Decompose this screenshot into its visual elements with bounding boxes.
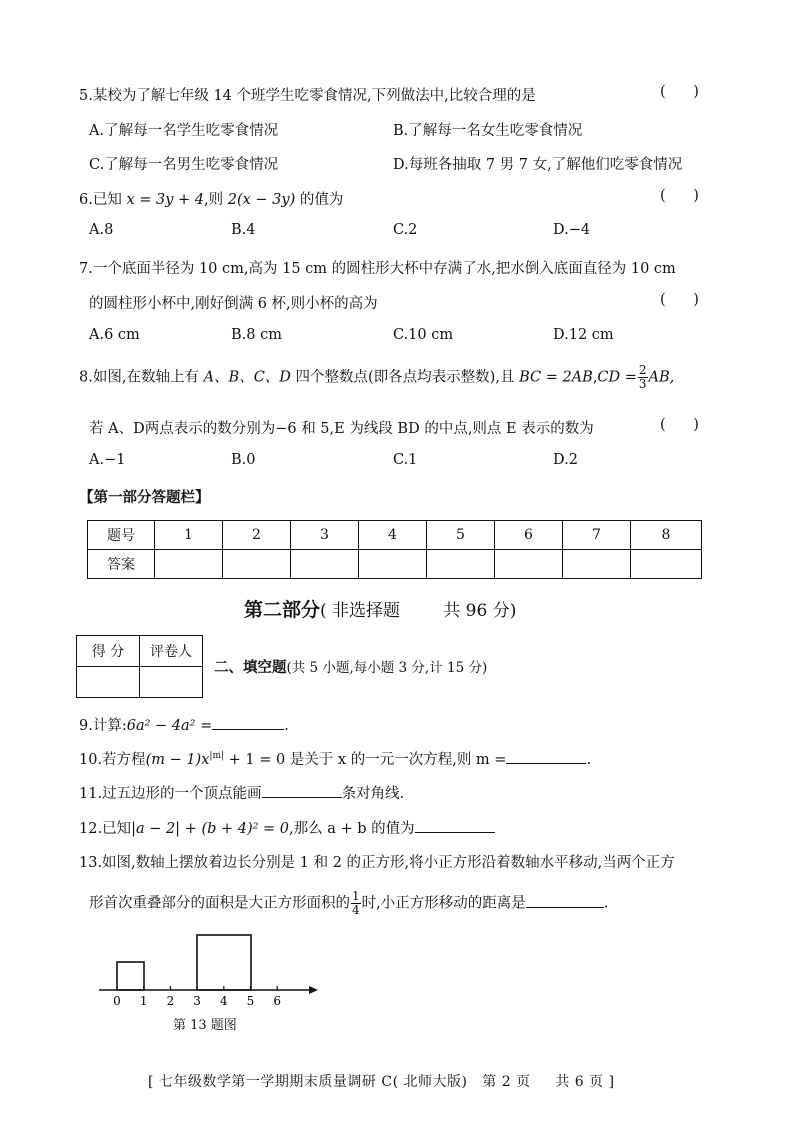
q9-pre: 9.计算:: [79, 718, 127, 734]
tick-label-4: 4: [219, 994, 228, 1008]
q8-stem-line1: [79, 364, 674, 391]
small-square: [117, 962, 144, 990]
answer-cell-4[interactable]: [359, 550, 427, 579]
answer-table-number-row: [88, 521, 702, 550]
q13-frac-den: 4: [352, 903, 360, 917]
answer-table-num-7: 7: [563, 521, 631, 550]
q8-text-b: 四个整数点(即各点均表示整数),且: [290, 369, 520, 386]
q13-line2-a: 形首次重叠部分的面积是大正方形面积的: [89, 895, 350, 912]
q6-expr2: 2(x − 3y): [227, 192, 296, 208]
tick-label-2: 2: [166, 994, 175, 1008]
answer-table-head-answer: 答案: [88, 550, 155, 579]
answer-cell-2[interactable]: [223, 550, 291, 579]
q8-points: A、B、C、D: [203, 369, 291, 386]
q5-option-a: A.了解每一名学生吃零食情况: [89, 123, 279, 139]
grader-label: 评卷人: [140, 636, 203, 667]
tick-label-6: 6: [273, 994, 282, 1008]
tick-label-0: 0: [113, 994, 121, 1008]
q10-post: .: [586, 752, 592, 768]
q7-option-a: A.6 cm: [89, 327, 140, 343]
q13-line2-c: .: [603, 895, 609, 912]
q6-stem-mid: ,则: [204, 192, 228, 208]
q5-option-c: C.了解每一名男生吃零食情况: [89, 157, 279, 173]
q6-option-d: D.−4: [553, 222, 591, 238]
q6-stem-post: 的值为: [295, 192, 344, 208]
section2-heading: [214, 656, 487, 677]
q8-fraction: [638, 364, 648, 391]
q7-stem-line2: 的圆柱形小杯中,刚好倒满 6 杯,则小杯的高为: [89, 296, 378, 312]
q6-answer-paren: ( ): [660, 188, 699, 204]
answer-cell-8[interactable]: [631, 550, 702, 579]
q10-expr: (m − 1)x: [145, 752, 210, 768]
answer-cell-1[interactable]: [155, 550, 223, 579]
q6-stem: [79, 188, 343, 209]
number-line-arrow: [309, 986, 318, 994]
q8-eq2: CD =: [597, 369, 637, 386]
answer-table-num-5: 5: [427, 521, 495, 550]
q8-frac-den: 3: [638, 377, 647, 391]
tick-label-3: 3: [193, 994, 201, 1008]
q8-stem-line2: 若 A、D两点表示的数分别为−6 和 5,E 为线段 BD 的中点,则点 E 表示的数为: [89, 421, 594, 437]
q6-option-b: B.4: [231, 222, 256, 238]
q8-text-c: ,: [592, 369, 598, 386]
section2-head: 二、填空题: [214, 659, 287, 676]
q11: [79, 782, 404, 803]
answer-table-head-number: 题号: [88, 521, 155, 550]
q13-number-line-figure: [94, 930, 324, 1010]
q10-blank[interactable]: [506, 749, 586, 765]
q7-answer-paren: ( ): [660, 292, 699, 308]
answer-cell-5[interactable]: [427, 550, 495, 579]
q13-line1: 13.如图,数轴上摆放着边长分别是 1 和 2 的正方形,将小正方形沿着数轴水平移动,当两个正方: [79, 855, 675, 871]
q11-blank[interactable]: [262, 783, 342, 799]
q5-stem: 5.某校为了解七年级 14 个班学生吃零食情况,下列做法中,比较合理的是: [79, 88, 536, 104]
q12-blank[interactable]: [415, 818, 495, 834]
q12-pre: 12.已知: [79, 821, 132, 837]
score-label: 得 分: [77, 636, 140, 667]
q11-post: 条对角线.: [341, 786, 405, 802]
q5-answer-paren: ( ): [660, 84, 699, 100]
q5-option-d: D.每班各抽取 7 男 7 女,了解他们吃零食情况: [393, 157, 683, 173]
q8-option-a: A.−1: [89, 452, 126, 468]
q8-option-b: B.0: [231, 452, 256, 468]
q6-stem-pre: 6.已知: [79, 192, 127, 208]
answer-cell-7[interactable]: [563, 550, 631, 579]
q6-option-a: A.8: [89, 222, 114, 238]
q12-mid: ,那么 a + b 的值为: [289, 821, 415, 837]
q8-option-c: C.1: [393, 452, 418, 468]
q12: [79, 817, 495, 838]
q10-pre: 10.若方程: [79, 752, 146, 768]
part2-subtitle: ( 非选择题 共 96 分): [320, 601, 517, 621]
q7-option-c: C.10 cm: [393, 327, 454, 343]
q12-expr: |a − 2| + (b + 4)² = 0: [131, 821, 290, 837]
q8-text-a: 8.如图,在数轴上有: [79, 369, 204, 386]
q8-answer-paren: ( ): [660, 417, 699, 433]
answer-table-num-4: 4: [359, 521, 427, 550]
answer-table-num-2: 2: [223, 521, 291, 550]
q11-pre: 11.过五边形的一个顶点能画: [79, 786, 262, 802]
q7-option-b: B.8 cm: [231, 327, 282, 343]
q6-option-c: C.2: [393, 222, 418, 238]
q6-expr1: x = 3y + 4: [126, 192, 205, 208]
answer-table-num-6: 6: [495, 521, 563, 550]
q13-fraction: [351, 890, 361, 917]
part2-title: 第二部分: [244, 599, 321, 621]
page-footer: [ 七年级数学第一学期期末质量调研 C( 北师大版) 第 2 页 共 6 页 ]: [148, 1074, 615, 1090]
q7-option-d: D.12 cm: [553, 327, 614, 343]
q8-eq1: BC = 2AB: [519, 369, 593, 386]
q13-frac-num: 1: [352, 889, 360, 903]
tick-label-5: 5: [246, 994, 255, 1008]
q8-frac-num: 2: [638, 363, 647, 377]
q8-option-d: D.2: [553, 452, 578, 468]
answer-table-num-1: 1: [155, 521, 223, 550]
q5-option-b: B.了解每一名女生吃零食情况: [393, 123, 583, 139]
q9-post: .: [284, 718, 289, 734]
grader-cell[interactable]: [140, 667, 203, 698]
part2-heading: [244, 595, 516, 622]
section2-desc: (共 5 小题,每小题 3 分,计 15 分): [286, 660, 488, 676]
score-cell[interactable]: [77, 667, 140, 698]
answer-table: [87, 520, 702, 579]
q10: [79, 748, 591, 769]
large-square: [197, 935, 251, 990]
q13-blank[interactable]: [526, 892, 604, 908]
answer-table-num-8: 8: [631, 521, 702, 550]
answer-table-answer-row: [88, 550, 702, 579]
q10-expr2: + 1 = 0 是关于 x 的一元一次方程,则 m =: [224, 752, 507, 768]
answer-table-num-3: 3: [291, 521, 359, 550]
q8-ab: AB,: [648, 369, 675, 386]
q13-figure-caption: 第 13 题图: [173, 1018, 237, 1033]
answer-cell-6[interactable]: [495, 550, 563, 579]
q13-line2-b: 时,小正方形移动的距离是: [361, 895, 526, 912]
q13-line2: [89, 890, 608, 917]
answer-bar-title: 【第一部分答题栏】: [79, 489, 210, 506]
answer-cell-3[interactable]: [291, 550, 359, 579]
q9-blank[interactable]: [212, 715, 284, 731]
tick-label-1: 1: [139, 994, 148, 1008]
q7-stem-line1: 7.一个底面半径为 10 cm,高为 15 cm 的圆柱形大杯中存满了水,把水倒入底面直径为 10 cm: [79, 261, 676, 277]
q9-expr: 6a² − 4a² =: [126, 718, 213, 734]
q10-exponent: |m|: [209, 751, 225, 762]
q9: [79, 714, 289, 735]
score-box: [76, 635, 203, 698]
